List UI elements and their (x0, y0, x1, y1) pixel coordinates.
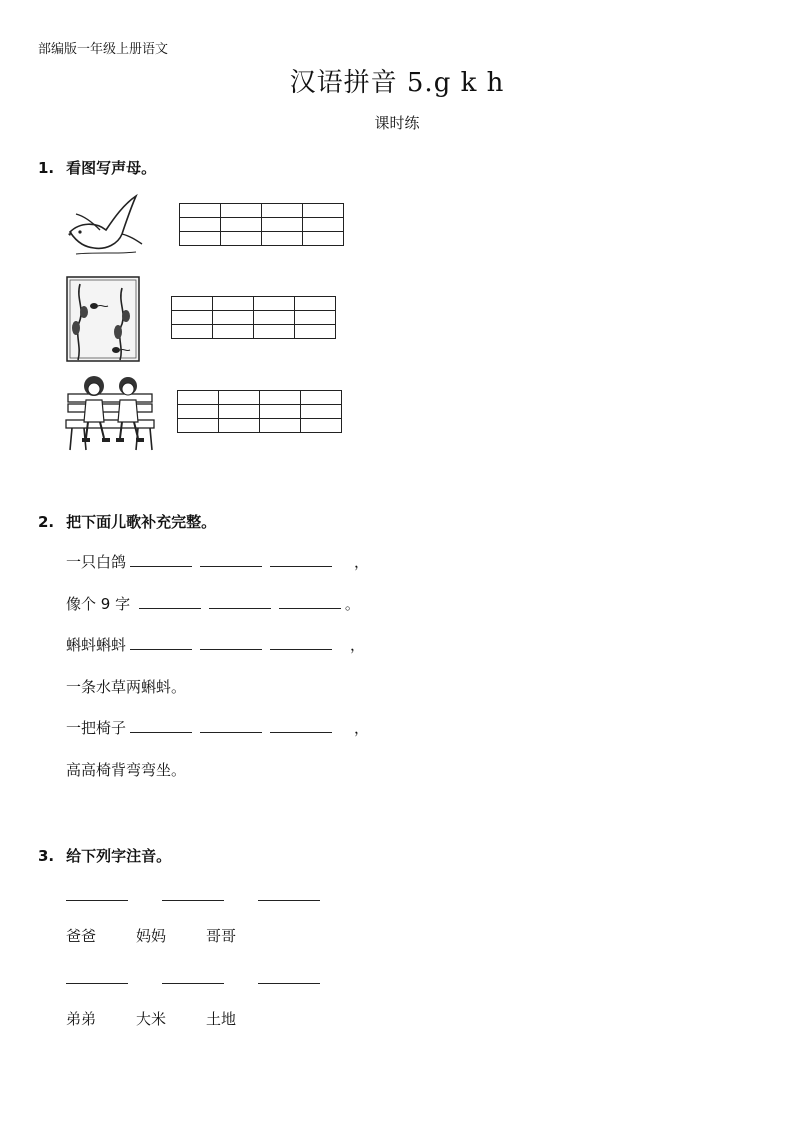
word: 土地 (206, 1010, 237, 1028)
poem-text: 蝌蚪蝌蚪 (66, 636, 127, 654)
poem-line (66, 634, 365, 655)
question-text: 看图写声母。 (66, 159, 157, 177)
writing-grid[interactable] (177, 390, 342, 433)
pinyin-blank[interactable] (162, 898, 224, 901)
poem-line (66, 717, 369, 738)
word: 哥哥 (206, 927, 237, 945)
poem-punct: ， (350, 636, 366, 654)
poem-line (66, 593, 360, 614)
word: 弟弟 (66, 1010, 97, 1028)
word-row (66, 925, 242, 946)
fill-blank[interactable] (270, 637, 332, 650)
question-number: 3. (38, 847, 55, 865)
question-number: 2. (38, 513, 55, 531)
writing-grid[interactable] (179, 203, 344, 246)
fill-blank[interactable] (279, 596, 341, 609)
question-text: 把下面儿歌补充完整。 (66, 513, 217, 531)
fill-blank[interactable] (270, 720, 332, 733)
fill-blank[interactable] (130, 637, 192, 650)
fill-blank[interactable] (130, 720, 192, 733)
poem-text: 像个 9 字 (66, 595, 135, 613)
pinyin-blank[interactable] (258, 981, 320, 984)
tadpole-picture (66, 276, 140, 362)
word: 大米 (136, 1010, 167, 1028)
poem-punct: ， (354, 553, 370, 571)
pinyin-blank[interactable] (258, 898, 320, 901)
question-number: 1. (38, 159, 55, 177)
question-1 (38, 157, 156, 178)
fill-blank[interactable] (200, 720, 262, 733)
fill-blank[interactable] (200, 637, 262, 650)
poem-text: 一条水草两蝌蚪。 (66, 678, 187, 696)
question-text: 给下列字注音。 (66, 847, 172, 865)
fill-blank[interactable] (200, 554, 262, 567)
pinyin-blank-row (66, 981, 320, 984)
pinyin-blank-row (66, 898, 320, 901)
poem-punct: 。 (344, 595, 360, 613)
poem-punct: ， (354, 719, 370, 737)
question-3 (38, 845, 171, 866)
poem-line (66, 551, 369, 572)
dove-picture (66, 192, 146, 258)
fill-blank[interactable] (130, 554, 192, 567)
poem-text: 一把椅子 (66, 719, 127, 737)
writing-grid[interactable] (171, 296, 336, 339)
poem-line (66, 759, 186, 780)
pinyin-blank[interactable] (162, 981, 224, 984)
pinyin-blank[interactable] (66, 981, 128, 984)
question-2 (38, 511, 216, 532)
poem-text: 高高椅背弯弯坐。 (66, 761, 187, 779)
fill-blank[interactable] (209, 596, 271, 609)
poem-line (66, 676, 186, 697)
header-note: 部编版一年级上册语文 (38, 42, 169, 57)
word: 妈妈 (136, 927, 167, 945)
fill-blank[interactable] (270, 554, 332, 567)
poem-text: 一只白鸽 (66, 553, 127, 571)
pinyin-blank[interactable] (66, 898, 128, 901)
children-bench-picture (64, 372, 156, 452)
page-subtitle: 课时练 (374, 114, 420, 132)
word-row (66, 1008, 242, 1029)
word: 爸爸 (66, 927, 97, 945)
fill-blank[interactable] (139, 596, 201, 609)
page-title: 汉语拼音 5.g k h (289, 68, 505, 98)
